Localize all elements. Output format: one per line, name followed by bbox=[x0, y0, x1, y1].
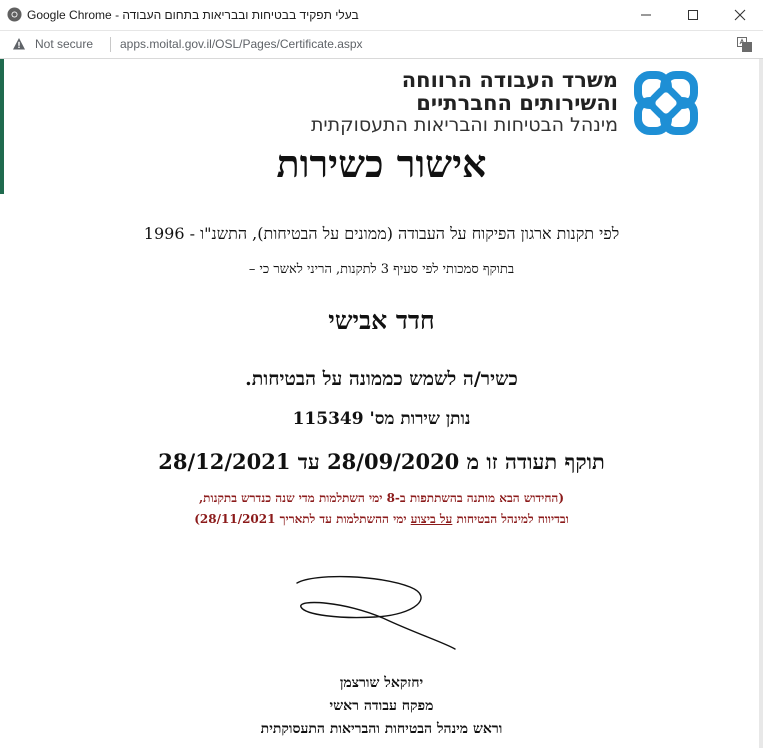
validity-line bbox=[0, 449, 763, 475]
note-line2-end: ימי ההשתלמות עד לתאריך 28/11/2021) bbox=[194, 512, 407, 526]
address-separator bbox=[110, 37, 111, 52]
signatory-name: יחזקאל שורצמן bbox=[339, 675, 424, 691]
minimize-button[interactable] bbox=[623, 0, 669, 30]
url-text[interactable]: apps.moital.gov.il/OSL/Pages/Certificate.aspx bbox=[120, 37, 363, 51]
authority-statement: בתוקף סמכותי לפי סעיף 3 לתקנות, הריני לאשר כי – bbox=[248, 262, 515, 277]
service-number-label: נותן שירות מס' bbox=[369, 409, 471, 429]
signatory-role-line2: וראש מינהל הבטיחות והבריאות התעסוקתית bbox=[260, 721, 503, 737]
security-status[interactable]: Not secure bbox=[35, 37, 94, 51]
administration-name: מינהל הבטיחות והבריאות התעסוקתית bbox=[310, 114, 618, 136]
window-title bbox=[27, 8, 359, 22]
holder-name: חדד אבישי bbox=[328, 306, 435, 335]
note-line2-underlined: על ביצוע bbox=[410, 512, 453, 526]
address-bar[interactable] bbox=[0, 31, 763, 59]
ministry-name-line1: משרד העבודה הרווחה bbox=[401, 68, 618, 92]
note-line2-start: ובדיווח למינהל הבטיחות bbox=[456, 512, 569, 526]
qualification-statement: כשיר/ה לשמש כממונה על הבטיחות. bbox=[245, 368, 518, 390]
validity-until-word: עד bbox=[297, 449, 320, 474]
close-button[interactable] bbox=[717, 0, 763, 30]
ministry-logo bbox=[630, 67, 702, 139]
service-number: 115349 bbox=[292, 409, 364, 429]
maximize-button[interactable] bbox=[670, 0, 716, 30]
valid-from-date: 28/09/2020 bbox=[327, 449, 460, 474]
window-title-bar bbox=[0, 0, 763, 31]
chrome-icon bbox=[7, 7, 22, 22]
ministry-name-line2: והשירותים החברתיים bbox=[416, 91, 618, 115]
certificate-title: אישור כשירות bbox=[276, 141, 487, 186]
warning-icon[interactable] bbox=[12, 37, 26, 51]
browser-name: Google Chrome bbox=[27, 8, 112, 22]
signatory-role: מפקח עבודה ראשי bbox=[329, 698, 434, 714]
valid-to-date: 28/12/2021 bbox=[158, 449, 291, 474]
validity-prefix: תוקף תעודה זו מ bbox=[466, 449, 605, 474]
translate-icon[interactable] bbox=[737, 37, 752, 52]
page-title: בעלי תפקיד בבטיחות ובבריאות בתחום העבודה bbox=[122, 8, 359, 22]
signature-image bbox=[285, 571, 460, 651]
service-number-line bbox=[0, 409, 763, 429]
maximize-icon bbox=[670, 0, 716, 30]
minimize-icon bbox=[623, 0, 669, 30]
renewal-note-line1: (החידוש הבא מותנה בהשתתפות ב-8 ימי השתלמות מדי שנה כנדרש בתקנות, bbox=[199, 491, 564, 505]
title-separator: - bbox=[115, 8, 120, 22]
renewal-note-line2 bbox=[0, 512, 763, 527]
close-icon bbox=[717, 0, 763, 30]
certificate-page bbox=[0, 59, 763, 748]
regulation-reference: לפי תקנות ארגון הפיקוח על העבודה (ממונים על הבטיחות), התשנ"ו - 1996 bbox=[143, 224, 620, 243]
